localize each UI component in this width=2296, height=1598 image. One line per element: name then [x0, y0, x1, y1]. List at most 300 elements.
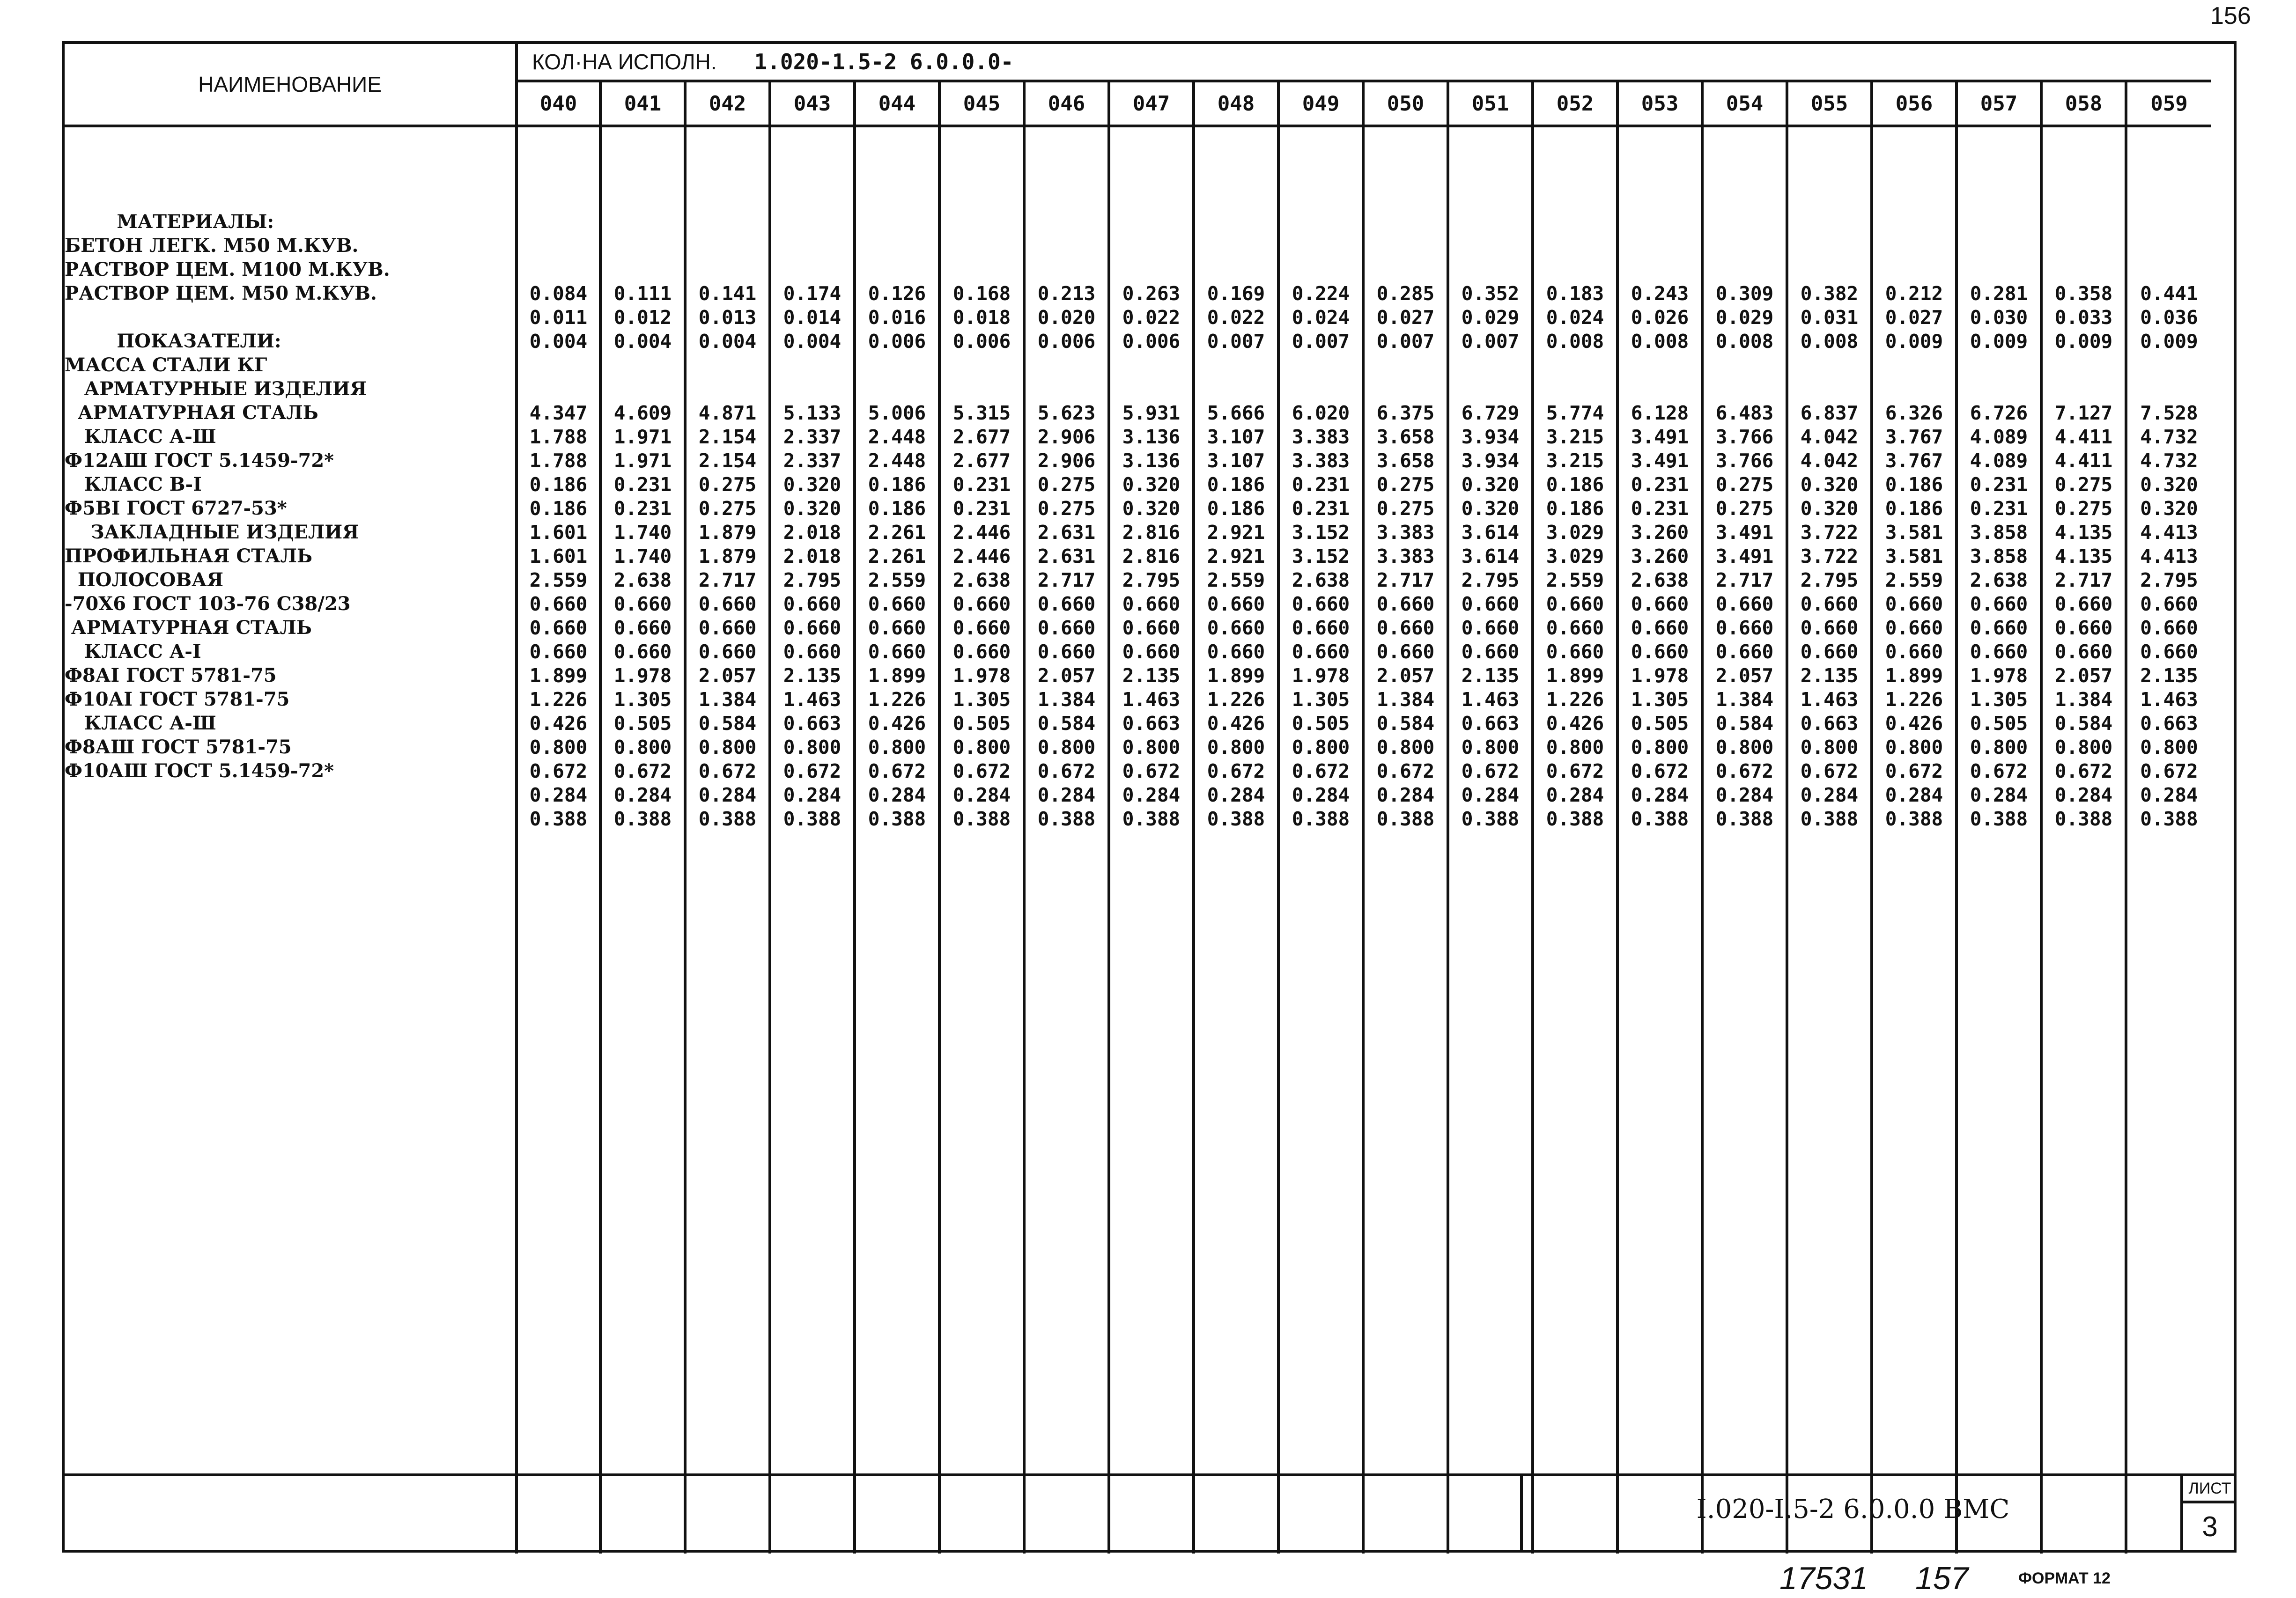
material-value: 0.009 [2140, 330, 2198, 353]
indicator-value: 0.231 [952, 473, 1011, 496]
indicator-value: 0.186 [868, 497, 926, 520]
indicator-value: 6.726 [1970, 402, 2028, 424]
column-header: 049 [1278, 81, 1363, 126]
row-label: КЛАСС В-I [65, 473, 202, 495]
indicator-value: 2.018 [783, 545, 842, 567]
value-column [1024, 126, 1109, 1554]
value-column [1363, 126, 1448, 1554]
indicator-value: 4.413 [2140, 521, 2198, 544]
indicator-value: 0.660 [613, 593, 672, 615]
indicator-value: 0.426 [529, 712, 588, 735]
indicator-value: 0.672 [952, 760, 1011, 782]
material-value: 0.309 [1715, 282, 1774, 305]
column-header: 044 [855, 81, 939, 126]
indicator-value: 1.384 [1037, 688, 1096, 711]
indicator-value: 0.663 [1461, 712, 1520, 735]
indicator-value: 3.215 [1546, 426, 1604, 448]
section-gap [2127, 353, 2211, 401]
column-header: 054 [1702, 81, 1787, 126]
indicator-value: 3.107 [1207, 426, 1265, 448]
indicator-value: 0.660 [1970, 593, 2028, 615]
indicator-value: 2.446 [952, 545, 1011, 567]
indicator-value: 2.638 [952, 569, 1011, 591]
indicator-value: 0.275 [1037, 473, 1096, 496]
material-value: 0.141 [698, 282, 757, 305]
indicator-value: 3.491 [1715, 521, 1774, 544]
material-value: 0.013 [698, 306, 757, 329]
indicator-value: 0.284 [1037, 784, 1096, 806]
indicator-value: 0.660 [1037, 617, 1096, 639]
specification-table [65, 44, 2211, 1554]
indicator-value: 0.660 [1546, 593, 1604, 615]
indicator-value: 4.135 [2054, 545, 2113, 567]
indicator-value: 1.788 [529, 426, 588, 448]
inventory-number: 17531 [1779, 1561, 1868, 1596]
indicator-value: 0.231 [952, 497, 1011, 520]
indicator-value: 1.226 [529, 688, 588, 711]
indicator-value: 3.260 [1631, 521, 1689, 544]
indicator-value: 1.899 [1207, 664, 1265, 687]
indicator-value: 1.226 [1885, 688, 1943, 711]
indicator-value: 0.660 [1631, 593, 1689, 615]
indicator-value: 1.899 [529, 664, 588, 687]
section-gap [1026, 353, 1107, 401]
indicator-value: 2.135 [1122, 664, 1181, 687]
indicator-value: 0.320 [1461, 497, 1520, 520]
indicator-value: 6.483 [1715, 402, 1774, 424]
row-label: МАССА СТАЛИ КГ [65, 354, 267, 376]
indicator-value: 3.107 [1207, 449, 1265, 472]
indicator-value: 0.660 [1376, 617, 1435, 639]
indicator-value: 3.581 [1885, 545, 1943, 567]
row-label: АРМАТУРНЫЕ ИЗДЕЛИЯ [65, 378, 367, 400]
indicator-value: 2.921 [1207, 521, 1265, 544]
indicator-value: 3.029 [1546, 521, 1604, 544]
value-column [2126, 126, 2211, 1554]
indicator-value: 0.320 [2140, 497, 2198, 520]
indicator-value: 0.275 [1037, 497, 1096, 520]
indicator-value: 2.677 [952, 426, 1011, 448]
column-header: 057 [1956, 81, 2041, 126]
value-column [1533, 126, 1617, 1554]
indicator-value: 0.800 [1715, 736, 1774, 758]
material-value: 0.016 [868, 306, 926, 329]
indicator-value: 1.305 [1970, 688, 2028, 711]
row-label: КЛАСС А-Ш [65, 712, 216, 734]
column-header: 051 [1448, 81, 1533, 126]
value-column [1617, 126, 1702, 1554]
indicator-value: 0.284 [698, 784, 757, 806]
indicator-value: 0.388 [1037, 808, 1096, 830]
indicator-value: 0.800 [1292, 736, 1350, 758]
indicator-value: 0.284 [868, 784, 926, 806]
indicator-value: 2.337 [783, 426, 842, 448]
indicator-value: 0.275 [2054, 497, 2113, 520]
material-value: 0.033 [2054, 306, 2113, 329]
indicator-value: 1.879 [698, 521, 757, 544]
material-value: 0.224 [1292, 282, 1350, 305]
indicator-value: 2.559 [1546, 569, 1604, 591]
indicator-value: 0.660 [1292, 593, 1350, 615]
indicator-value: 0.660 [1885, 593, 1943, 615]
section-gap [518, 353, 599, 401]
indicator-value: 1.879 [698, 545, 757, 567]
section-gap [687, 353, 768, 401]
indicator-value: 6.729 [1461, 402, 1520, 424]
indicator-value: 0.388 [1376, 808, 1435, 830]
indicator-value: 0.672 [1631, 760, 1689, 782]
indicator-value: 0.660 [2140, 617, 2198, 639]
indicator-value: 0.275 [698, 497, 757, 520]
indicator-value: 0.672 [1461, 760, 1520, 782]
indicator-value: 0.672 [1546, 760, 1604, 782]
row-label: Ф8АШ ГОСТ 5781-75 [65, 736, 292, 758]
indicator-value: 0.660 [1207, 593, 1265, 615]
indicator-value: 0.672 [613, 760, 672, 782]
indicator-value: 1.463 [1461, 688, 1520, 711]
indicator-value: 0.672 [1037, 760, 1096, 782]
indicator-value: 0.800 [868, 736, 926, 758]
indicator-value: 0.284 [1376, 784, 1435, 806]
indicator-value: 4.089 [1970, 426, 2028, 448]
row-label: РАСТВОР ЦЕМ. М50 М.КУВ. [65, 282, 377, 304]
indicator-value: 2.135 [1800, 664, 1859, 687]
indicator-value: 0.672 [1376, 760, 1435, 782]
indicator-value: 0.660 [2140, 593, 2198, 615]
indicator-value: 4.347 [529, 402, 588, 424]
indicator-value: 0.284 [2054, 784, 2113, 806]
indicator-value: 2.795 [1122, 569, 1181, 591]
indicator-value: 0.505 [1292, 712, 1350, 735]
indicator-value: 0.800 [783, 736, 842, 758]
indicator-value: 3.658 [1376, 449, 1435, 472]
indicator-value: 2.816 [1122, 545, 1181, 567]
indicator-value: 0.275 [1715, 473, 1774, 496]
material-value: 0.243 [1631, 282, 1689, 305]
indicator-value: 0.388 [698, 808, 757, 830]
indicator-value: 0.663 [783, 712, 842, 735]
indicator-value: 0.660 [1546, 641, 1604, 663]
indicator-value: 2.638 [1970, 569, 2028, 591]
indicator-value: 3.136 [1122, 426, 1181, 448]
indicator-value: 0.672 [1292, 760, 1350, 782]
indicator-value: 1.978 [613, 664, 672, 687]
section-gap [1534, 353, 1616, 401]
indicator-value: 2.717 [698, 569, 757, 591]
column-header: 058 [2041, 81, 2126, 126]
indicator-value: 0.660 [2140, 641, 2198, 663]
indicator-value: 2.448 [868, 426, 926, 448]
execution-code: 1.020-1.5-2 6.0.0.0- [754, 49, 1014, 74]
indicator-value: 2.906 [1037, 449, 1096, 472]
column-header: 045 [939, 81, 1024, 126]
indicator-value: 0.505 [1631, 712, 1689, 735]
indicator-value: 3.383 [1376, 521, 1435, 544]
value-column [1872, 126, 1956, 1554]
row-label: КЛАСС А-I [65, 641, 201, 663]
column-header: 059 [2126, 81, 2211, 126]
indicator-value: 0.660 [1461, 641, 1520, 663]
section-gap [1280, 353, 1362, 401]
material-value: 0.006 [1037, 330, 1096, 353]
indicator-value: 0.660 [1037, 593, 1096, 615]
indicator-value: 0.660 [1122, 617, 1181, 639]
indicator-value: 6.020 [1292, 402, 1350, 424]
indicator-value: 2.559 [1885, 569, 1943, 591]
indicator-value: 0.660 [1970, 641, 2028, 663]
indicator-value: 2.717 [2054, 569, 2113, 591]
indicator-value: 2.921 [1207, 545, 1265, 567]
section-gap [2043, 353, 2125, 401]
indicator-value: 0.660 [698, 617, 757, 639]
column-header: 046 [1024, 81, 1109, 126]
section-gap [1958, 353, 2040, 401]
indicator-value: 0.584 [1715, 712, 1774, 735]
indicator-value: 2.638 [613, 569, 672, 591]
material-value: 0.024 [1546, 306, 1604, 329]
material-value: 0.029 [1715, 306, 1774, 329]
indicator-value: 0.231 [1292, 497, 1350, 520]
indicator-value: 0.660 [613, 617, 672, 639]
indicator-value: 4.135 [2054, 521, 2113, 544]
indicator-value: 2.135 [2140, 664, 2198, 687]
indicator-value: 0.660 [1122, 641, 1181, 663]
indicator-value: 3.383 [1292, 426, 1350, 448]
indicator-value: 0.660 [1037, 641, 1096, 663]
section-gap [941, 353, 1023, 401]
indicator-value: 3.658 [1376, 426, 1435, 448]
indicator-value: 0.672 [1207, 760, 1265, 782]
indicator-value: 0.800 [952, 736, 1011, 758]
indicator-value: 6.128 [1631, 402, 1689, 424]
indicator-value: 0.660 [1885, 617, 1943, 639]
indicator-value: 0.800 [1037, 736, 1096, 758]
indicator-value: 0.660 [529, 641, 588, 663]
indicator-value: 2.057 [1715, 664, 1774, 687]
indicator-value: 2.261 [868, 545, 926, 567]
indicator-value: 0.284 [783, 784, 842, 806]
indicator-value: 3.858 [1970, 545, 2028, 567]
material-value: 0.026 [1631, 306, 1689, 329]
indicator-value: 2.337 [783, 449, 842, 472]
indicator-value: 0.231 [613, 473, 672, 496]
row-label: ПРОФИЛЬНАЯ СТАЛЬ [65, 545, 312, 567]
indicator-value: 0.388 [1800, 808, 1859, 830]
material-value: 0.011 [529, 306, 588, 329]
indicator-value: 3.766 [1715, 449, 1774, 472]
material-value: 0.009 [1970, 330, 2028, 353]
indicator-value: 0.284 [1207, 784, 1265, 806]
indicator-value: 2.057 [2054, 664, 2113, 687]
indicator-value: 2.154 [698, 449, 757, 472]
indicator-value: 0.284 [1122, 784, 1181, 806]
indicator-value: 0.660 [1461, 617, 1520, 639]
indicator-value: 3.581 [1885, 521, 1943, 544]
indicator-value: 0.660 [698, 641, 757, 663]
row-label: ПОЛОСОВАЯ [65, 569, 224, 591]
value-column [770, 126, 855, 1554]
indicator-value: 2.906 [1037, 426, 1096, 448]
indicator-value: 0.660 [868, 593, 926, 615]
row-label: -70Х6 ГОСТ 103-76 С38/23 [65, 593, 351, 615]
indicator-value: 0.186 [1546, 497, 1604, 520]
indicator-value: 0.660 [783, 593, 842, 615]
material-value: 0.009 [2054, 330, 2113, 353]
section-gap [1788, 353, 1870, 401]
indicator-value: 0.660 [868, 641, 926, 663]
indicator-value: 2.446 [952, 521, 1011, 544]
indicator-value: 0.660 [1970, 617, 2028, 639]
indicator-value: 0.320 [1800, 497, 1859, 520]
indicator-value: 5.774 [1546, 402, 1604, 424]
indicator-value: 0.660 [1715, 617, 1774, 639]
document-code: I.020-I.5-2 6.0.0.0 ВМС [1696, 1494, 2010, 1524]
indicator-value: 0.584 [1376, 712, 1435, 735]
indicator-value: 1.305 [1631, 688, 1689, 711]
material-value: 0.027 [1376, 306, 1435, 329]
indicator-value: 0.660 [868, 617, 926, 639]
row-label [65, 305, 515, 329]
indicator-value: 2.795 [2140, 569, 2198, 591]
indicator-value: 4.042 [1800, 426, 1859, 448]
indicator-value: 0.800 [1207, 736, 1265, 758]
execution-count-label: КОЛ·НА ИСПОЛН. [532, 50, 717, 74]
material-value: 0.212 [1885, 282, 1943, 305]
value-column [1194, 126, 1278, 1554]
material-value: 0.007 [1207, 330, 1265, 353]
material-value: 0.009 [1885, 330, 1943, 353]
material-value: 0.006 [868, 330, 926, 353]
indicator-value: 0.284 [613, 784, 672, 806]
section-gap [856, 353, 938, 401]
indicator-value: 3.614 [1461, 545, 1520, 567]
sheet-box [2180, 1476, 2237, 1552]
indicator-value: 0.426 [1207, 712, 1265, 735]
material-value: 0.014 [783, 306, 842, 329]
material-value: 0.352 [1461, 282, 1520, 305]
material-value: 0.169 [1207, 282, 1265, 305]
material-value: 0.008 [1715, 330, 1774, 353]
indicator-value: 1.305 [952, 688, 1011, 711]
row-label: ПОКАЗАТЕЛИ: [65, 330, 281, 352]
indicator-value: 3.766 [1715, 426, 1774, 448]
material-value: 0.006 [952, 330, 1011, 353]
indicator-value: 0.800 [2140, 736, 2198, 758]
page-number: 157 [1915, 1561, 1969, 1596]
indicator-value: 3.934 [1461, 449, 1520, 472]
indicator-value: 0.584 [698, 712, 757, 735]
indicator-value: 0.672 [698, 760, 757, 782]
material-value: 0.031 [1800, 306, 1859, 329]
indicator-value: 1.384 [1376, 688, 1435, 711]
indicator-value: 4.089 [1970, 449, 2028, 472]
indicator-value: 0.672 [1122, 760, 1181, 782]
indicator-value: 3.491 [1715, 545, 1774, 567]
row-label: Ф10АШ ГОСТ 5.1459-72* [65, 760, 334, 782]
indicator-value: 6.837 [1800, 402, 1859, 424]
indicator-value: 0.284 [1885, 784, 1943, 806]
column-header: 053 [1617, 81, 1702, 126]
sheet-number: 3 [2202, 1511, 2218, 1542]
indicator-value: 0.275 [2054, 473, 2113, 496]
indicator-value: 0.231 [1970, 473, 2028, 496]
indicator-value: 2.135 [783, 664, 842, 687]
material-value: 0.008 [1800, 330, 1859, 353]
value-column [685, 126, 770, 1554]
material-value: 0.004 [783, 330, 842, 353]
indicator-value: 2.154 [698, 426, 757, 448]
material-value: 0.441 [2140, 282, 2198, 305]
material-value: 0.285 [1376, 282, 1435, 305]
column-header: 047 [1109, 81, 1194, 126]
indicator-value: 3.136 [1122, 449, 1181, 472]
indicator-value: 0.388 [1885, 808, 1943, 830]
material-value: 0.213 [1037, 282, 1096, 305]
indicator-value: 1.899 [1885, 664, 1943, 687]
material-value: 0.358 [2054, 282, 2113, 305]
indicator-value: 2.057 [1037, 664, 1096, 687]
indicator-value: 3.491 [1631, 426, 1689, 448]
indicator-value: 0.320 [2140, 473, 2198, 496]
indicator-value: 0.388 [1461, 808, 1520, 830]
indicator-value: 0.388 [1970, 808, 2028, 830]
indicator-value: 0.800 [1376, 736, 1435, 758]
sheet-top-number: 156 [2210, 2, 2251, 29]
indicator-value: 0.660 [1292, 617, 1350, 639]
indicator-value: 5.666 [1207, 402, 1265, 424]
indicator-value: 1.226 [868, 688, 926, 711]
material-value: 0.008 [1631, 330, 1689, 353]
indicator-value: 2.559 [1207, 569, 1265, 591]
indicator-value: 4.732 [2140, 449, 2198, 472]
indicator-value: 0.660 [2054, 641, 2113, 663]
section-gap [1619, 353, 1701, 401]
column-header: 040 [517, 81, 600, 126]
indicator-value: 2.677 [952, 449, 1011, 472]
column-header: 050 [1363, 81, 1448, 126]
indicator-value: 0.663 [1800, 712, 1859, 735]
indicator-value: 3.858 [1970, 521, 2028, 544]
indicator-value: 0.388 [1122, 808, 1181, 830]
indicator-value: 0.800 [1885, 736, 1943, 758]
indicator-value: 0.284 [529, 784, 588, 806]
row-label: Ф8АI ГОСТ 5781-75 [65, 664, 277, 686]
indicator-value: 0.660 [1885, 641, 1943, 663]
indicator-value: 1.740 [613, 521, 672, 544]
indicator-value: 0.660 [1122, 593, 1181, 615]
indicator-value: 0.800 [1970, 736, 2028, 758]
indicator-value: 0.505 [613, 712, 672, 735]
indicator-value: 2.816 [1122, 521, 1181, 544]
indicator-value: 3.383 [1292, 449, 1350, 472]
material-value: 0.174 [783, 282, 842, 305]
indicator-value: 0.800 [1546, 736, 1604, 758]
indicator-value: 0.388 [2054, 808, 2113, 830]
material-value: 0.263 [1122, 282, 1181, 305]
indicator-value: 2.717 [1037, 569, 1096, 591]
indicator-value: 0.660 [1631, 641, 1689, 663]
indicator-value: 2.559 [868, 569, 926, 591]
indicator-value: 3.722 [1800, 545, 1859, 567]
indicator-value: 0.388 [1292, 808, 1350, 830]
indicator-value: 5.133 [783, 402, 842, 424]
indicator-value: 0.660 [2054, 617, 2113, 639]
row-label: ЗАКЛАДНЫЕ ИЗДЕЛИЯ [65, 521, 359, 543]
material-value: 0.008 [1546, 330, 1604, 353]
indicator-value: 3.934 [1461, 426, 1520, 448]
indicator-value: 3.614 [1461, 521, 1520, 544]
indicator-value: 0.672 [2054, 760, 2113, 782]
